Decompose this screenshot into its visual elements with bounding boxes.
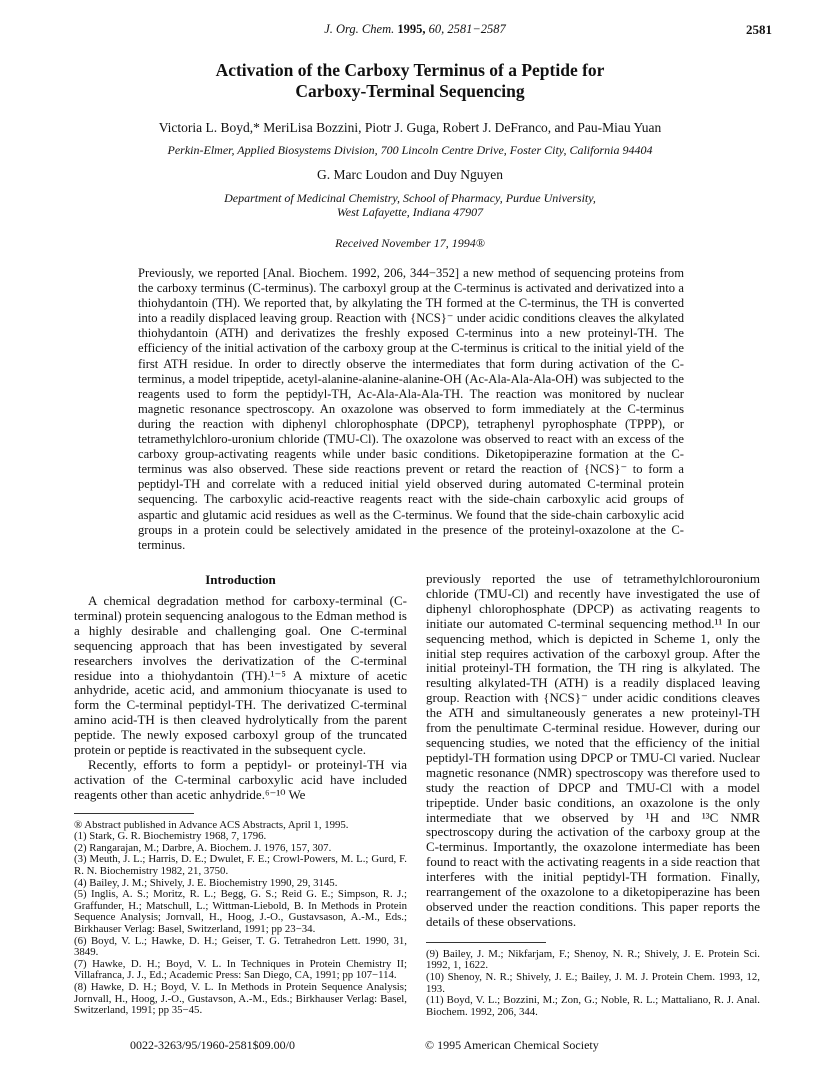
paragraph: Recently, efforts to form a peptidyl- or proteinyl-TH via activation of the C-terminal carboxylic acid have included reagents other than acetic anhydride.⁶⁻¹⁰ We — [74, 756, 407, 802]
author-list-2: G. Marc Loudon and Duy Nguyen — [317, 167, 503, 182]
journal-year: 1995, — [397, 22, 426, 36]
footnotes-left — [74, 820, 407, 1017]
affiliation-1: Perkin-Elmer, Applied Biosystems Division, 700 Lincoln Centre Drive, Foster City, California 94404 — [167, 143, 653, 157]
abstract: Previously, we reported [Anal. Biochem. 1992, 206, 344−352] a new method of sequencing proteins from the carboxy terminus (C-terminus). The carboxyl group at the C-terminus is activated and derivatized into a thiohydantoin (TH). We reported that, by alkylating the TH formed at the C-terminus, the TH is converted into a readily displaced leaving group. Reaction with {NCS}⁻ under acidic conditions cleaves the alkylated thiohydantoin (ATH) and derivatizes the freshly exposed C-terminus into a new proteinyl-TH. The efficiency of the initial activation of the carboxy group at the C-terminus is critical to the initial yield of the first ATH residue. In order to directly observe the intermediates that form during activation of the C-terminus, a model tripeptide, acetyl-alanine-alanine-alanine-OH (Ac-Ala-Ala-Ala-OH) was subjected to the reagents used to form the peptidyl-TH, Ac-Ala-Ala-Ala-TH. The reaction was monitored by nuclear magnetic resonance spectroscopy. An oxazolone was observed to form immediately at the C-terminus during the reaction with diphenyl chlorophosphate (DPCP), tetraphenyl pyrophosphate (TPPP), or tetramethylchloro-uronium chloride (TMU-Cl). The oxazolone was observed to react with an excess of the carboxy group-activating reagents while under basic conditions. Diketopiperazine formation at the C-terminus was also observed. These side reactions prevent or retard the reaction of {NCS}⁻ to form a peptidyl-TH and correlate with a reduced initial yield observed during automated C-terminal protein sequencing. The carboxylic acid-reactive reagents react with the side-chain carboxylic acid groups of aspartic and glutamic acid residues as well as the C-terminus. We found that the side-chain carboxylic acid groups in a protein could be selectively amidated in the presence of the proteinyl-oxazolone at the C-terminus. — [138, 266, 684, 552]
introduction-text — [74, 594, 407, 803]
page-number: 2581 — [746, 22, 772, 37]
footnote: (7) Hawke, D. H.; Boyd, V. L. In Techniques in Protein Chemistry II; Villafranca, J. J., Ed.; Academic Press: San Diego, CA, 1991; pp 107−114. — [74, 957, 407, 982]
footnote: (3) Meuth, J. L.; Harris, D. E.; Dwulet, F. E.; Crowl-Powers, M. L.; Gurd, F. R. N. Biochemistry 1982, 21, 3750. — [74, 853, 407, 878]
copyright-notice: © 1995 American Chemical Society — [425, 1038, 599, 1052]
article-code: 0022-3263/95/1960-2581$09.00/0 — [130, 1038, 295, 1052]
footnote: (2) Rangarajan, M.; Darbre, A. Biochem. J. 1976, 157, 307. — [74, 841, 332, 854]
footnote: (6) Boyd, V. L.; Hawke, D. H.; Geiser, T. G. Tetrahedron Lett. 1990, 31, 3849. — [74, 934, 407, 959]
footnote: (11) Boyd, V. L.; Bozzini, M.; Zon, G.; Noble, R. L.; Mattaliano, R. J. Anal. Biochem. 1992, 206, 344. — [426, 994, 760, 1018]
author-list-1: Victoria L. Boyd,* MeriLisa Bozzini, Piotr J. Guga, Robert J. DeFranco, and Pau-Miau Yuan — [158, 120, 662, 135]
footnote: (10) Shenoy, N. R.; Shively, J. E.; Bailey, J. M. J. Protein Chem. 1993, 12, 193. — [426, 970, 760, 995]
affiliation-2 — [100, 191, 720, 219]
footnote-divider — [74, 813, 194, 814]
introduction-continued — [426, 572, 760, 930]
paragraph: previously reported the use of tetramethylchlorouronium chloride (TMU-Cl) and recently have investigated the use of diphenyl chlorophosphate (DPCP) as activating reagents to initiate our automated C-terminal sequencing method.¹¹ In our sequencing method, which is depicted in Scheme 1, only the initial step requires activation of the carboxyl group. After the initial proteinyl-TH formation, the TH ring is alkylated. The resulting alkylated-TH (ATH) is a readily displaced leaving group. Reaction with {NCS}⁻ under acidic conditions cleaves the ATH and simultaneously generates a new proteinyl-TH from the penultimate C-terminal residue. However, during our sequencing studies, we noted that the efficiency of the initial peptidyl-TH formation using DPCP or TMU-Cl varied. Nuclear magnetic resonance (NMR) spectroscopy was therefore used to study the reaction of DPCP and TMU-Cl with a model tripeptide. Under basic conditions, an oxazolone is the only intermediate that we observed by ¹H and ¹³C NMR spectroscopy during the activation of the carboxy group at the C-terminus. Importantly, the oxazolone intermediate has been found to react with the activating reagents in a side reaction that interferes with the initial peptidyl-TH formation. Finally, rearrangement of the oxazolone to a diketopiperazine has been observed under the reaction conditions. This paper reports the details of these observations. — [426, 571, 760, 929]
footnote: (5) Inglis, A. S.; Moritz, R. L.; Begg, G. S.; Reid G. E.; Simpson, R. J.; Graffunder, H.; Matschull, L.; Wittman-Liebold, B. In Methods in Protein Sequence Analysis; Jornvall, H., Hoog, J.-O., Gustavsason, A.-M., Eds.; Birkhauser Verlag: Basel, Switzerland, 1991; pp 23−34. — [74, 888, 407, 936]
footnotes-right — [426, 949, 760, 1019]
affiliation-2-line-2: West Lafayette, Indiana 47907 — [336, 205, 484, 219]
received-date: Received November 17, 1994® — [335, 236, 485, 250]
footnote: ® Abstract published in Advance ACS Abstracts, April 1, 1995. — [74, 818, 349, 831]
journal-citation — [70, 22, 760, 37]
journal-name: J. Org. Chem. — [324, 22, 395, 36]
footnote: (9) Bailey, J. M.; Nikfarjam, F.; Shenoy, N. R.; Shively, J. E. Protein Sci. 1992, 1, 1622. — [426, 947, 760, 972]
paragraph: A chemical degradation method for carboxy-terminal (C-terminal) protein sequencing analogous to the Edman method is a highly desirable and challenging goal. One C-terminal sequencing approach that has been investigated by several researchers involves the derivatization of the C-terminal residue into a thiohydantoin (TH).¹⁻⁵ A mixture of acetic anhydride, acetic acid, and ammonium thiocyanate is used to form the C-terminal peptidyl-TH. The derivatized C-terminal amino acid-TH is then cleaved hydrolytically from the parent peptide. The newly exposed carboxyl group of the truncated protein or peptide is reactivated in the subsequent cycle. — [74, 593, 407, 758]
footnote: (8) Hawke, D. H.; Boyd, V. L. In Methods in Protein Sequence Analysis; Jornvall, H., Hoog, J.-O., Gustavson, A.-M., Eds.; Birkhauser Verlag: Basel, Switzerland, 1991; pp 35−45. — [74, 981, 407, 1017]
footnote-divider — [426, 942, 546, 943]
footnote: (4) Bailey, J. M.; Shively, J. E. Biochemistry 1990, 29, 3145. — [74, 876, 338, 889]
footnote: (1) Stark, G. R. Biochemistry 1968, 7, 1796. — [74, 830, 267, 843]
article-title — [100, 60, 720, 102]
journal-volume-pages: 60, 2581−2587 — [428, 22, 506, 36]
left-column — [74, 572, 407, 1017]
title-line-1: Activation of the Carboxy Terminus of a Peptide for — [215, 60, 605, 80]
running-header — [70, 22, 772, 40]
right-column — [426, 572, 760, 1018]
section-heading-introduction: Introduction — [205, 572, 276, 587]
title-line-2: Carboxy-Terminal Sequencing — [295, 81, 525, 101]
affiliation-2-line-1: Department of Medicinal Chemistry, School of Pharmacy, Purdue University, — [224, 191, 596, 205]
